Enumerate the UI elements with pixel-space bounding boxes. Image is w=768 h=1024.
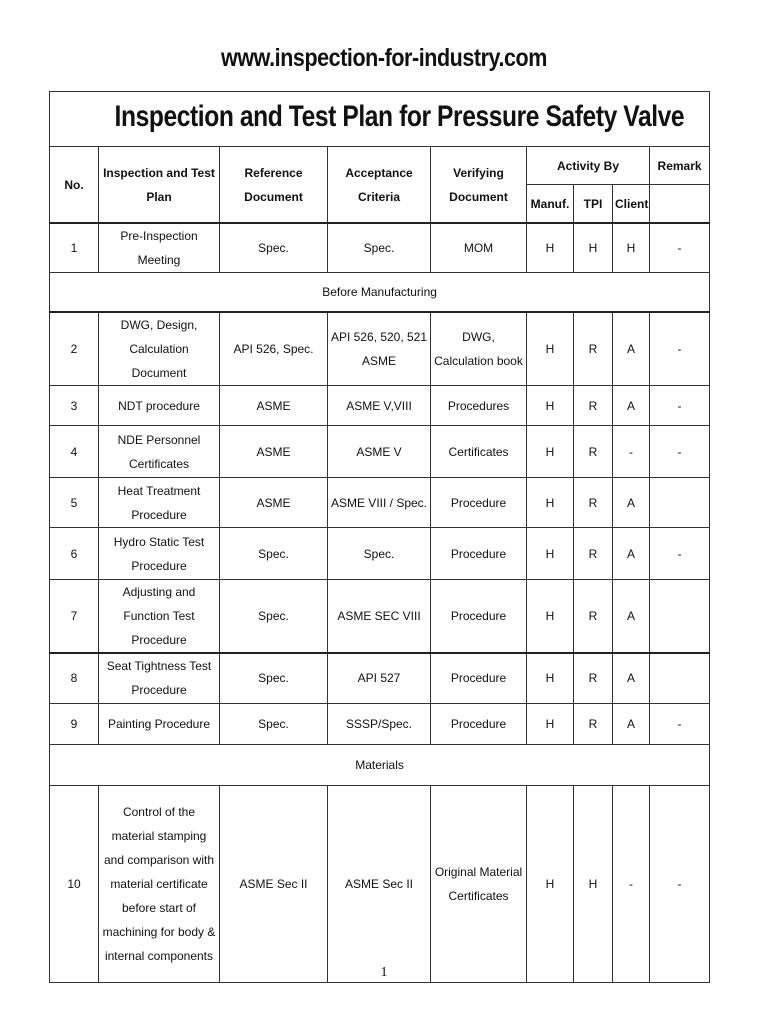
cell-manuf: H [527, 386, 574, 426]
cell-verifying: Procedure [431, 703, 527, 744]
cell-plan: Heat Treatment Procedure [99, 478, 220, 528]
cell-remark: - [650, 426, 710, 478]
cell-acceptance: ASME Sec II [328, 785, 431, 982]
cell-plan: Painting Procedure [99, 703, 220, 744]
cell-acceptance: ASME SEC VIII [328, 580, 431, 654]
header-reference: Reference Document [220, 147, 328, 224]
cell-tpi: H [574, 785, 613, 982]
cell-plan: DWG, Design, Calculation Document [99, 312, 220, 386]
header-remark: Remark [650, 147, 710, 185]
table-title: Inspection and Test Plan for Pressure Safety Valve [114, 99, 685, 133]
section-before-manufacturing: Before Manufacturing [50, 273, 710, 313]
table-row [50, 703, 710, 744]
header-acceptance: Acceptance Criteria [328, 147, 431, 224]
cell-client: A [613, 386, 650, 426]
cell-manuf: H [527, 426, 574, 478]
cell-acceptance: Spec. [328, 528, 431, 580]
cell-acceptance: API 527 [328, 653, 431, 703]
page-number: 1 [380, 965, 388, 980]
table-row [50, 785, 710, 982]
header-plan: Inspection and Test Plan [99, 147, 220, 224]
cell-no: 9 [50, 703, 99, 744]
cell-plan: Adjusting and Function Test Procedure [99, 580, 220, 654]
section-materials: Materials [50, 744, 710, 785]
section-row [50, 744, 710, 785]
cell-verifying: Original Material Certificates [431, 785, 527, 982]
table-row [50, 478, 710, 528]
cell-manuf: H [527, 653, 574, 703]
cell-remark [650, 653, 710, 703]
table-row [50, 653, 710, 703]
cell-verifying: MOM [431, 223, 527, 273]
cell-tpi: R [574, 478, 613, 528]
table-row [50, 426, 710, 478]
cell-no: 8 [50, 653, 99, 703]
header-activity-by: Activity By [527, 147, 650, 185]
cell-remark [650, 478, 710, 528]
cell-tpi: R [574, 653, 613, 703]
table-row [50, 528, 710, 580]
cell-manuf: H [527, 312, 574, 386]
cell-manuf: H [527, 478, 574, 528]
cell-tpi: H [574, 223, 613, 273]
header-manuf: Manuf. [527, 185, 574, 224]
cell-verifying: Procedures [431, 386, 527, 426]
cell-client: - [613, 785, 650, 982]
cell-verifying: DWG, Calculation book [431, 312, 527, 386]
cell-plan: NDE Personnel Certificates [99, 426, 220, 478]
cell-manuf: H [527, 703, 574, 744]
cell-reference: ASME [220, 478, 328, 528]
cell-client: A [613, 528, 650, 580]
cell-plan: Hydro Static Test Procedure [99, 528, 220, 580]
cell-plan: NDT procedure [99, 386, 220, 426]
cell-tpi: R [574, 386, 613, 426]
cell-no: 7 [50, 580, 99, 654]
cell-manuf: H [527, 785, 574, 982]
cell-verifying: Procedure [431, 528, 527, 580]
cell-reference: Spec. [220, 223, 328, 273]
cell-acceptance: Spec. [328, 223, 431, 273]
header-row [50, 147, 710, 185]
table-title-cell [50, 92, 710, 147]
cell-no: 5 [50, 478, 99, 528]
cell-plan: Seat Tightness Test Procedure [99, 653, 220, 703]
cell-client: A [613, 580, 650, 654]
cell-remark: - [650, 785, 710, 982]
cell-no: 4 [50, 426, 99, 478]
header-remark-blank [650, 185, 710, 224]
cell-client: A [613, 703, 650, 744]
cell-remark: - [650, 223, 710, 273]
cell-reference: ASME [220, 386, 328, 426]
inspection-test-plan-table [49, 91, 710, 983]
cell-tpi: R [574, 580, 613, 654]
cell-client: A [613, 312, 650, 386]
header-tpi: TPI [574, 185, 613, 224]
cell-plan: Pre-Inspection Meeting [99, 223, 220, 273]
cell-verifying: Procedure [431, 580, 527, 654]
cell-tpi: R [574, 312, 613, 386]
section-row [50, 273, 710, 313]
cell-no: 2 [50, 312, 99, 386]
cell-remark: - [650, 386, 710, 426]
cell-acceptance: ASME V,VIII [328, 386, 431, 426]
title-row [50, 92, 710, 147]
cell-acceptance: ASME VIII / Spec. [328, 478, 431, 528]
cell-client: A [613, 653, 650, 703]
cell-remark: - [650, 703, 710, 744]
site-url: www.inspection-for-industry.com [221, 44, 547, 72]
cell-acceptance: SSSP/Spec. [328, 703, 431, 744]
header-verifying: Verifying Document [431, 147, 527, 224]
cell-verifying: Certificates [431, 426, 527, 478]
cell-no: 6 [50, 528, 99, 580]
cell-manuf: H [527, 580, 574, 654]
cell-reference: Spec. [220, 703, 328, 744]
cell-verifying: Procedure [431, 653, 527, 703]
cell-no: 1 [50, 223, 99, 273]
table-row [50, 580, 710, 654]
cell-tpi: R [574, 426, 613, 478]
cell-remark [650, 580, 710, 654]
table-row [50, 312, 710, 386]
cell-remark: - [650, 312, 710, 386]
cell-plan: Control of the material stamping and comparison with material certificate before start of machining for body & internal components [99, 785, 220, 982]
header-no: No. [50, 147, 99, 224]
cell-client: A [613, 478, 650, 528]
cell-reference: Spec. [220, 528, 328, 580]
cell-tpi: R [574, 528, 613, 580]
cell-remark: - [650, 528, 710, 580]
cell-reference: API 526, Spec. [220, 312, 328, 386]
cell-reference: ASME [220, 426, 328, 478]
cell-no: 3 [50, 386, 99, 426]
cell-verifying: Procedure [431, 478, 527, 528]
cell-manuf: H [527, 528, 574, 580]
cell-no: 10 [50, 785, 99, 982]
cell-acceptance: ASME V [328, 426, 431, 478]
cell-reference: Spec. [220, 653, 328, 703]
cell-tpi: R [574, 703, 613, 744]
cell-reference: Spec. [220, 580, 328, 654]
cell-client: - [613, 426, 650, 478]
table-row [50, 223, 710, 273]
header-client: Client [613, 185, 650, 224]
table-row [50, 386, 710, 426]
cell-manuf: H [527, 223, 574, 273]
cell-acceptance: API 526, 520, 521 ASME [328, 312, 431, 386]
cell-reference: ASME Sec II [220, 785, 328, 982]
cell-client: H [613, 223, 650, 273]
